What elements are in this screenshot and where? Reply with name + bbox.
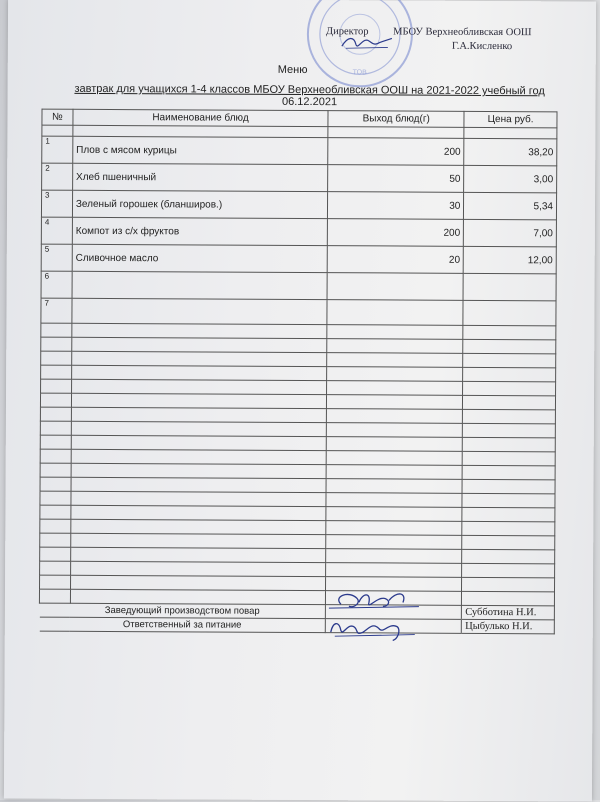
row-number: 6 <box>41 271 72 298</box>
document-sheet <box>4 0 596 802</box>
row-number: 2 <box>42 163 73 190</box>
dish-price <box>463 300 556 325</box>
dish-output: 200 <box>328 219 464 247</box>
subtitle-description: завтрак для учащихся 1-4 классов МБОУ Верхнеобливская ООШ на 2021-2022 учебный год <box>74 82 545 98</box>
table-row <box>42 136 557 166</box>
director-name: Г.А.Кисленко <box>451 40 513 53</box>
dish-price: 7,00 <box>464 219 557 246</box>
table-row <box>41 244 556 274</box>
column-header-output: Выход блюд(г) <box>328 111 464 128</box>
signature-role: Заведующий производством повар <box>39 603 325 618</box>
column-header-price: Цена руб. <box>464 111 557 127</box>
dish-price: 5,34 <box>464 192 557 219</box>
dish-output: 200 <box>328 138 464 166</box>
dish-name: Плов с мясом курицы <box>73 136 328 164</box>
signature-role: Ответственный за питание <box>39 617 325 632</box>
dish-name: Сливочное масло <box>72 244 327 272</box>
dish-output: 20 <box>327 246 463 274</box>
dish-name: Зеленый горошек (бланширов.) <box>72 190 327 218</box>
dish-name: Компот из с/х фруктов <box>72 217 327 245</box>
dish-output <box>327 300 463 326</box>
dish-output <box>327 273 463 301</box>
page-title: Меню <box>277 63 308 77</box>
column-header-name: Наименование блюд <box>73 109 328 126</box>
table-row <box>41 190 556 220</box>
table-row <box>41 298 556 326</box>
dish-name <box>72 271 327 299</box>
director-signature <box>338 30 398 52</box>
row-number: 1 <box>42 136 73 163</box>
table-row <box>42 163 557 193</box>
signature-row <box>39 617 554 634</box>
dish-price: 3,00 <box>464 165 557 192</box>
dish-name: Хлеб пшеничный <box>72 163 327 191</box>
dish-price: 38,20 <box>464 138 557 165</box>
column-header-number: № <box>42 109 73 125</box>
menu-date: 06.12.2021 <box>281 95 338 109</box>
dish-output: 30 <box>328 192 464 220</box>
svg-text:ТОВ: ТОВ <box>352 69 367 77</box>
table-row <box>41 271 556 301</box>
signature-name: Цыбулько Н.И. <box>462 619 555 633</box>
row-number: 4 <box>41 217 72 244</box>
table-row <box>41 217 556 247</box>
row-number: 5 <box>41 244 72 271</box>
handwritten-signatures <box>319 586 429 647</box>
dish-price: 12,00 <box>463 246 556 273</box>
dish-output: 50 <box>328 165 464 193</box>
signature-name: Субботина Н.И. <box>462 605 555 619</box>
menu-table <box>39 109 558 635</box>
dish-price <box>463 273 556 300</box>
organization-name: МБОУ Верхнеобливская ООШ <box>393 26 532 39</box>
dish-name <box>72 298 327 324</box>
row-number: 7 <box>41 298 72 323</box>
menu-subtitle <box>72 83 548 109</box>
row-number: 3 <box>41 190 72 217</box>
director-title: Директор <box>325 26 369 38</box>
